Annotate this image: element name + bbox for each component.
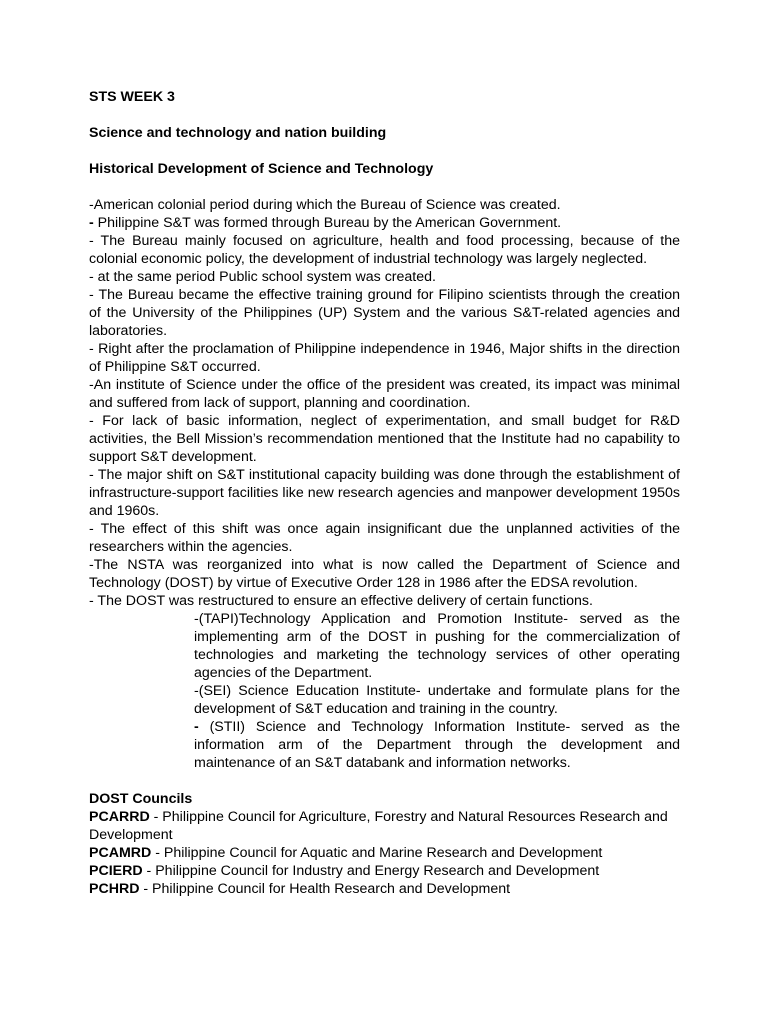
paragraph [89,268,680,286]
document-body [89,88,680,898]
section-spacer [89,772,680,790]
paragraph [89,412,680,466]
paragraph [89,466,680,520]
document-subtitle: Science and technology and nation building [89,125,387,141]
paragraph-text: - The Bureau became the effective training ground for Filipino scientists through the creation of the University of the Philippines (UP) System and the various S&T-related agencies and laboratories. [89,287,680,339]
council-name: - Philippine Council for Aquatic and Marine Research and Development [151,845,603,861]
paragraph-text: - For lack of basic information, neglect of experimentation, and small budget for R&D activities, the Bell Mission’s recommendation mentioned that the Institute had no capability to support S&T development. [89,413,680,465]
institute-text: -(TAPI)Technology Application and Promotion Institute- served as the implementing arm of the DOST in pushing for the commercialization of technologies and marketing the technology services of other operating agencies of the Department. [194,611,680,681]
council-code: PCIERD [89,863,143,879]
council-code: PCHRD [89,881,140,897]
paragraph [89,520,680,556]
document-title: STS WEEK 3 [89,89,175,105]
paragraph [89,196,680,214]
paragraph [89,286,680,340]
council-item [89,862,680,880]
council-code: PCARRD [89,809,150,825]
council-name: - Philippine Council for Health Research and Development [139,881,511,897]
institute-prefix: - [194,719,210,735]
paragraph [89,592,680,610]
history-paragraphs [89,196,680,610]
councils-list [89,808,680,898]
paragraph-text: Philippine S&T was formed through Bureau by the American Government. [97,215,562,231]
council-item [89,880,680,898]
paragraph [89,232,680,268]
council-code: PCAMRD [89,845,152,861]
council-item [89,844,680,862]
paragraph [89,376,680,412]
paragraph-text: -The NSTA was reorganized into what is now called the Department of Science and Technology (DOST) by virtue of Executive Order 128 in 1986 after the EDSA revolution. [89,557,680,591]
council-item [89,808,680,844]
section-title: Historical Development of Science and Technology [89,161,434,177]
council-name: - Philippine Council for Agriculture, Forestry and Natural Resources Research and Development [89,809,668,843]
institute-item [194,610,680,682]
paragraph-text: - The effect of this shift was once again insignificant due the unplanned activities of the researchers within the agencies. [89,521,680,555]
paragraph-text: -American colonial period during which the Bureau of Science was created. [89,197,561,213]
paragraph [89,556,680,592]
paragraph-text: - at the same period Public school system was created. [89,269,436,285]
institute-text: (STII) Science and Technology Information Institute- served as the information arm of the Department through the development and maintenance of an S&T databank and information networks. [194,719,680,771]
paragraph-text: - The DOST was restructured to ensure an effective delivery of certain functions. [89,593,593,609]
paragraph-prefix: - [89,215,98,231]
paragraph [89,340,680,376]
paragraph-text: - The major shift on S&T institutional capacity building was done through the establishment of infrastructure-support facilities like new research agencies and manpower development 1950s and 1960s. [89,467,680,519]
paragraph-text: -An institute of Science under the office of the president was created, its impact was minimal and suffered from lack of support, planning and coordination. [89,377,680,411]
institute-item [194,682,680,718]
paragraph-text: - Right after the proclamation of Philippine independence in 1946, Major shifts in the direction of Philippine S&T occurred. [89,341,680,375]
paragraph-text: - The Bureau mainly focused on agriculture, health and food processing, because of the colonial economic policy, the development of industrial technology was largely neglected. [89,233,680,267]
institute-item [194,718,680,772]
institute-text: -(SEI) Science Education Institute- undertake and formulate plans for the development of S&T education and training in the country. [194,683,680,717]
paragraph [89,214,680,232]
institutes-list [194,610,680,772]
councils-title: DOST Councils [89,791,193,807]
council-name: - Philippine Council for Industry and Energy Research and Development [142,863,600,879]
